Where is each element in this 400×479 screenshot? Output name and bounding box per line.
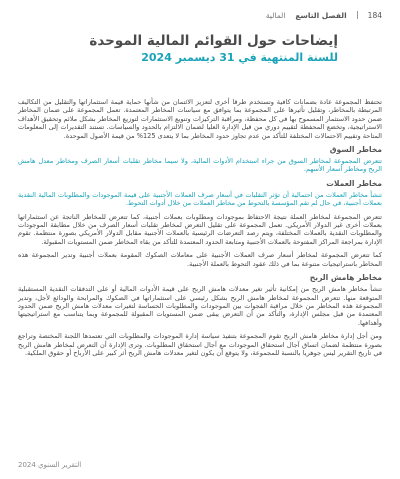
page-title: إيضاحات حول القوائم المالية الموحدة	[89, 33, 338, 49]
intro-paragraph: تحتفظ المجموعة عادة بضمانات كافية وتستخدم طرقا أخرى لتعزيز الائتمان من شأنها حماية قيمة استثماراتها والتقليل من التكاليف المرتبطة بالمخاطر، وتقليل تأثيرها على المجموعة بما يتوافق مع سياسات المخاطر المعتمدة. تعمل المجموعة على ضمان المخاطر ضمن حدود الاستثمار المسموح بها في كل محفظة، ومراقبة التركيزات وتنويع الاستثمارات لتوزيع المخاطر بشكل ملائم وتحقيق الأهداف الاستراتيجية، وتخضع المحفظة لتقييم دوري من قبل الإدارة العليا لضمان الالتزام بالحدود والسياسات. تستند التقديرات إلى المعلومات المتاحة وتقييم الاحتمالات المختلفة للتأكد من عدم تجاوز حدود المخاطر بما لا يتعدى 125% من قيمة الأصول الموحدة.	[18, 98, 382, 140]
section-paragraph: ومن أجل إدارة مخاطر هامش الربح تقوم المجموعة بتنفيذ سياسة إدارة الموجودات والمطلوبات التي تعتمدها اللجنة المختصة وتراجع بصورة منتظمة لضمان اتساق آجال استحقاق الموجودات مع آجال استحقاق المطلوبات. وترى الإدارة أن التعرض لمخاطر هامش الربح في تاريخ التقرير ليس جوهريا بالنسبة للمجموعة، ولا يتوقع أن يكون لتغير معدلات هامش الربح أثر كبير على الأرباح أو حقوق الملكية.	[18, 332, 382, 357]
page-footer: التقرير السنوي 2024	[18, 461, 82, 469]
section-paragraph: تنشأ مخاطر هامش الربح من إمكانية تأثير تغير معدلات هامش الربح على قيمة الأدوات المالية أو على التدفقات النقدية المستقبلية المتوقعة منها. تتعرض المجموعة لمخاطر هامش الربح بشكل رئيسي على استثماراتها في الصكوك والمرابحة والودائع لأجل، وتدير المجموعة هذه المخاطر من خلال مراقبة الفجوات بين الموجودات والمطلوبات الحساسة لتغيرات معدلات هامش الربح ضمن الحدود المعتمدة من قبل مجلس الإدارة، والتأكد من أن التعرض يبقى ضمن المستويات المقبولة للمجموعة وبما يتناسب مع استراتيجيتها وأهدافها.	[18, 285, 382, 327]
section-heading: مخاطر هامش الربح	[309, 273, 382, 283]
section-paragraph: كما تتعرض المجموعة لمخاطر أسعار صرف العملات الأجنبية على معاملات الصكوك المقومة بعملات أجنبية وتدير المجموعة هذه المخاطر باستراتيجيات متنوعة بما في ذلك عقود التحوط بالعملة الأجنبية.	[18, 251, 382, 268]
section-heading: مخاطر العملات	[326, 178, 382, 188]
header-section: الفصل التاسع	[295, 10, 347, 20]
section-paragraph: تتعرض المجموعة لمخاطر العملة نتيجة الاحتفاظ بموجودات ومطلوبات بعملات أجنبية، كما تتعرض للمخاطر الناتجة عن استثماراتها بعملات أخرى غير الدولار الأمريكي. تعمل المجموعة على تقليل التعرض لمخاطر تقلبات أسعار الصرف من خلال مطابقة الموجودات والمطلوبات النقدية بالعملات المختلفة، ويتم رصد التعرضات الرئيسية بالعملات الأجنبية مقابل الدولار الأمريكي بصورة منتظمة. تقوم الإدارة بمراجعة المراكز المفتوحة بالعملات الأجنبية ومتابعة الحدود المعتمدة للتأكد من بقاء المخاطر ضمن المستويات المقبولة.	[18, 212, 382, 246]
header-chapter: المالية	[265, 10, 286, 20]
page-subtitle: للسنة المنتهية في 31 ديسمبر 2024	[141, 51, 338, 64]
section-heading: مخاطر السوق	[329, 145, 382, 155]
title-block	[38, 32, 338, 65]
header-divider	[357, 11, 358, 19]
section-lead: تتعرض المجموعة لمخاطر السوق من جراء استخدام الأدوات المالية، ولا سيما مخاطر تقلبات أسعار الصرف ومخاطر معدل هامش الربح ومخاطر أسعار الأسهم.	[18, 157, 382, 174]
page-number: 184	[367, 10, 382, 20]
section-lead: تنشأ مخاطر العملات من احتمالية أن تؤثر التقلبات في أسعار صرف العملات الأجنبية على قيمة الموجودات والمطلوبات المالية النقدية بعملات أجنبية، في حال لم تقم المؤسسة بالتحوط من مخاطر العملات من خلال أدوات التحوط.	[18, 190, 382, 208]
page-header	[18, 6, 382, 24]
body-content	[18, 98, 382, 362]
